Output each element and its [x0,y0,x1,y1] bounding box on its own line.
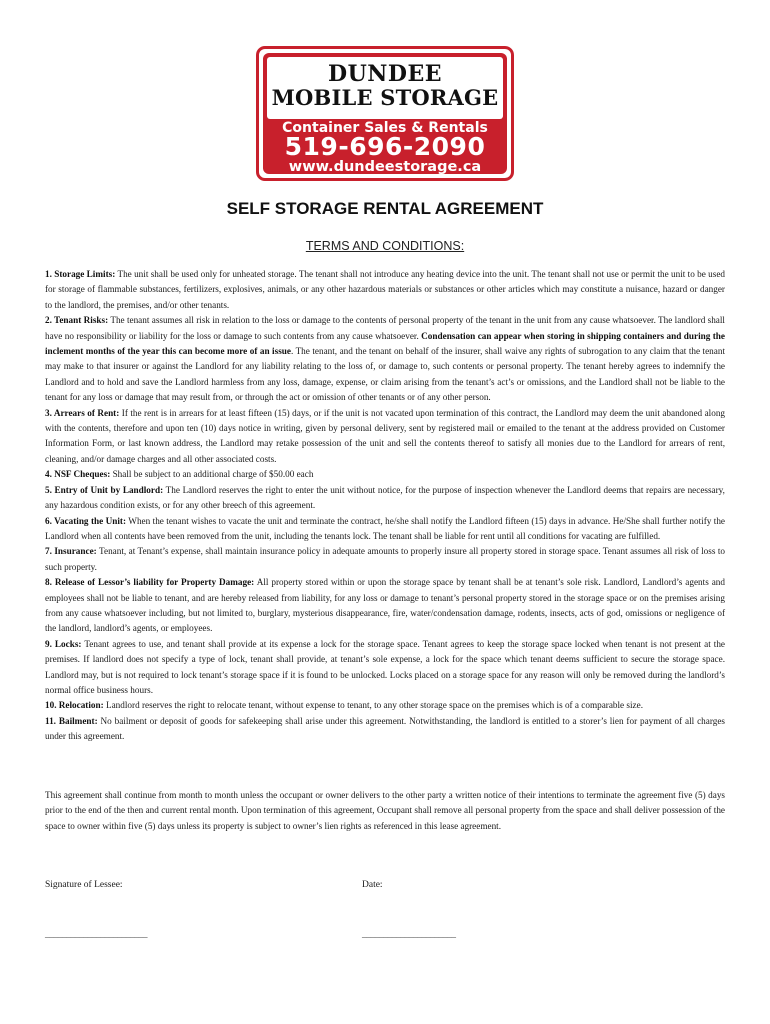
term-text: If the rent is in arrears for at least fifteen (15) days, or if the unit is not vacated upon termination of this contract, the Landlord may deem the unit abandoned along with the contents, therefore and upon ten (10) days notice in writing, given by personal delivery, sent by registered mail or emailed to the tenant at the address provided on Customer Information Form, or last known address, the Landlord may retake possession of the unit and sell the contents thereof to satisfy all monies due to the Landlord for arrears of rent, cleaning, and/or damage charges and all other associated costs. [45,407,726,464]
closing-paragraph: This agreement shall continue from month to month unless the occupant or owner delivers to the other party a written notice of their intentions to terminate the agreement five (5) days prior to the end of the then and current rental month. Upon termination of this agreement, Occupant shall remove all personal property from the space and shall deliver possession of the space to owner within five (5) days unless its property is subject to owner’s lien rights as referenced in this lease agreement. [45,790,725,831]
term-text: All property stored within or upon the storage space by tenant shall be at tenant’s sole risk. Landlord, Landlord’s agents and employees shall not be liable to tenant, and are hereby released from liability, for any loss or damage to tenant’s personal property stored in the storage space or on the premises arising from any cause whatsoever including, but not limited to, burglary, mysterious disappearance, fire, water/condensation damage, rodents, insects, acts of god, omissions or negligence of the landlord, landlord’s agents, or employees. [45,577,725,634]
term-text: Tenant, at Tenant’s expense, shall maintain insurance policy in adequate amounts to properly insure all property stored in storage space. Tenant assumes all risk of loss to such property. [45,546,726,572]
term-heading: 10. Relocation: [45,700,104,711]
term-entry-of-unit [45,483,725,514]
term-nsf-cheques [45,467,725,482]
logo-tagline: Container Sales & Rentals [282,120,488,136]
term-locks [45,637,725,699]
term-heading: 9. Locks: [45,638,82,649]
term-bailment [45,714,725,745]
company-logo [256,46,514,181]
term-insurance [45,544,725,575]
term-text: Shall be subject to an additional charge of $50.00 each [112,469,314,480]
logo-phone: 519-696-2090 [284,132,486,161]
logo-line-2: MOBILE STORAGE [271,85,499,110]
term-heading: 1. Storage Limits: [45,269,116,279]
date-line[interactable]: ______________________ [362,930,456,940]
term-text: The tenant assumes all risk in relation to the loss or damage to the contents of personal property of the tenant in the unit from any cause whatsoever. The landlord shall have no responsibility or liability for the loss or damage to such contents from any cause whatsoever. [45,315,725,341]
document-title: SELF STORAGE RENTAL AGREEMENT [226,199,544,218]
lessee-signature-label: Signature of Lessee: [45,880,123,890]
logo-website: www.dundeestorage.ca [288,159,482,175]
term-tenant-risks [45,313,725,405]
term-text: The unit shall be used only for unheated storage. The tenant shall not introduce any heating device into the unit. The tenant shall not use or permit the unit to be used for storage of flammable substances, fertilizers, explosives, animals, or any other hazardous materials or substances or other articles which may constitute a nuisance, hazard or danger to the landlord, the premises, and/or other tenants. [45,269,726,310]
term-arrears-of-rent [45,406,725,468]
term-heading: 5. Entry of Unit by Landlord: [45,484,164,495]
term-bold-text: Condensation can appear when storing in shipping containers and during the inclement months of the year this can become more of an issue [45,330,725,357]
term-text-after: . The tenant, and the tenant on behalf of the insurer, shall waive any rights of subrogation to any claim that the tenant may make to that insurer or against the Landlord for any liability relating to the loss of, or damage to, such contents or personal property. The tenant hereby agrees to indemnify the Landlord and to hold and save the Landlord harmless from any loss, damage, expense, or claim arising from the tenant’s act’s or omissions, and the Landlord shall not be liable to the tenant for any loss or damage that may result from, or through the act or omission of other tenants or of any other person. [45,346,725,403]
logo-red-panel [263,53,507,174]
term-relocation [45,698,725,713]
term-text: When the tenant wishes to vacate the unit and terminate the contract, he/she shall notify the Landlord fifteen (15) days in advance. He/She shall further notify the Landlord when all contents have been removed from the unit, including the tenants lock. The tenant shall be liable for rent until all conditions for vacating are fulfilled. [45,515,725,541]
term-text: Landlord reserves the right to relocate tenant, without expense to tenant, to any other storage space on the premises which is of a comparable size. [105,700,644,711]
term-vacating-unit [45,514,725,545]
term-heading: 6. Vacating the Unit: [45,515,127,526]
logo-line-1: DUNDEE [328,61,442,87]
term-text: The Landlord reserves the right to enter the unit without notice, for the purpose of inspection whenever the Landlord deems that repairs are necessary, any hazardous condition exists, or for any other breech of this agreement. [45,484,725,511]
lessee-signature-line[interactable]: ________________________ [45,930,147,940]
term-text: No bailment or deposit of goods for safekeeping shall arise under this agreement. Notwithstanding, the landlord is entitled to a storer’s lien for payment of all charges under this agreement. [45,715,725,742]
terms-list [45,267,725,745]
term-text: Tenant agrees to use, and tenant shall provide at its expense a lock for the storage space. Tenant agrees to keep the storage space locked when tenant is not present at the premises. If landlord does not specify a type of lock, tenant shall provide, at tenant’s sole expense, a lock for the space which tenant deems sufficient to secure the storage space. Landlord may, but is not required to lock tenant’s storage space if it is found to be unlocked. Locks placed on a storage space for any reason will only be removed during the landlord’s normal office business hours. [45,638,726,695]
terms-heading: TERMS AND CONDITIONS: [305,239,465,253]
logo-name-panel [267,57,503,119]
term-heading: 7. Insurance: [45,546,97,557]
term-release-of-liability [45,575,725,637]
term-heading: 11. Bailment: [45,715,98,726]
term-storage-limits [45,267,725,313]
term-heading: 4. NSF Cheques: [45,469,111,480]
date-label: Date: [362,880,383,890]
term-heading: 8. Release of Lessor’s liability for Property Damage: [45,577,255,588]
term-heading: 3. Arrears of Rent: [45,407,120,418]
term-heading: 2. Tenant Risks: [45,315,109,326]
